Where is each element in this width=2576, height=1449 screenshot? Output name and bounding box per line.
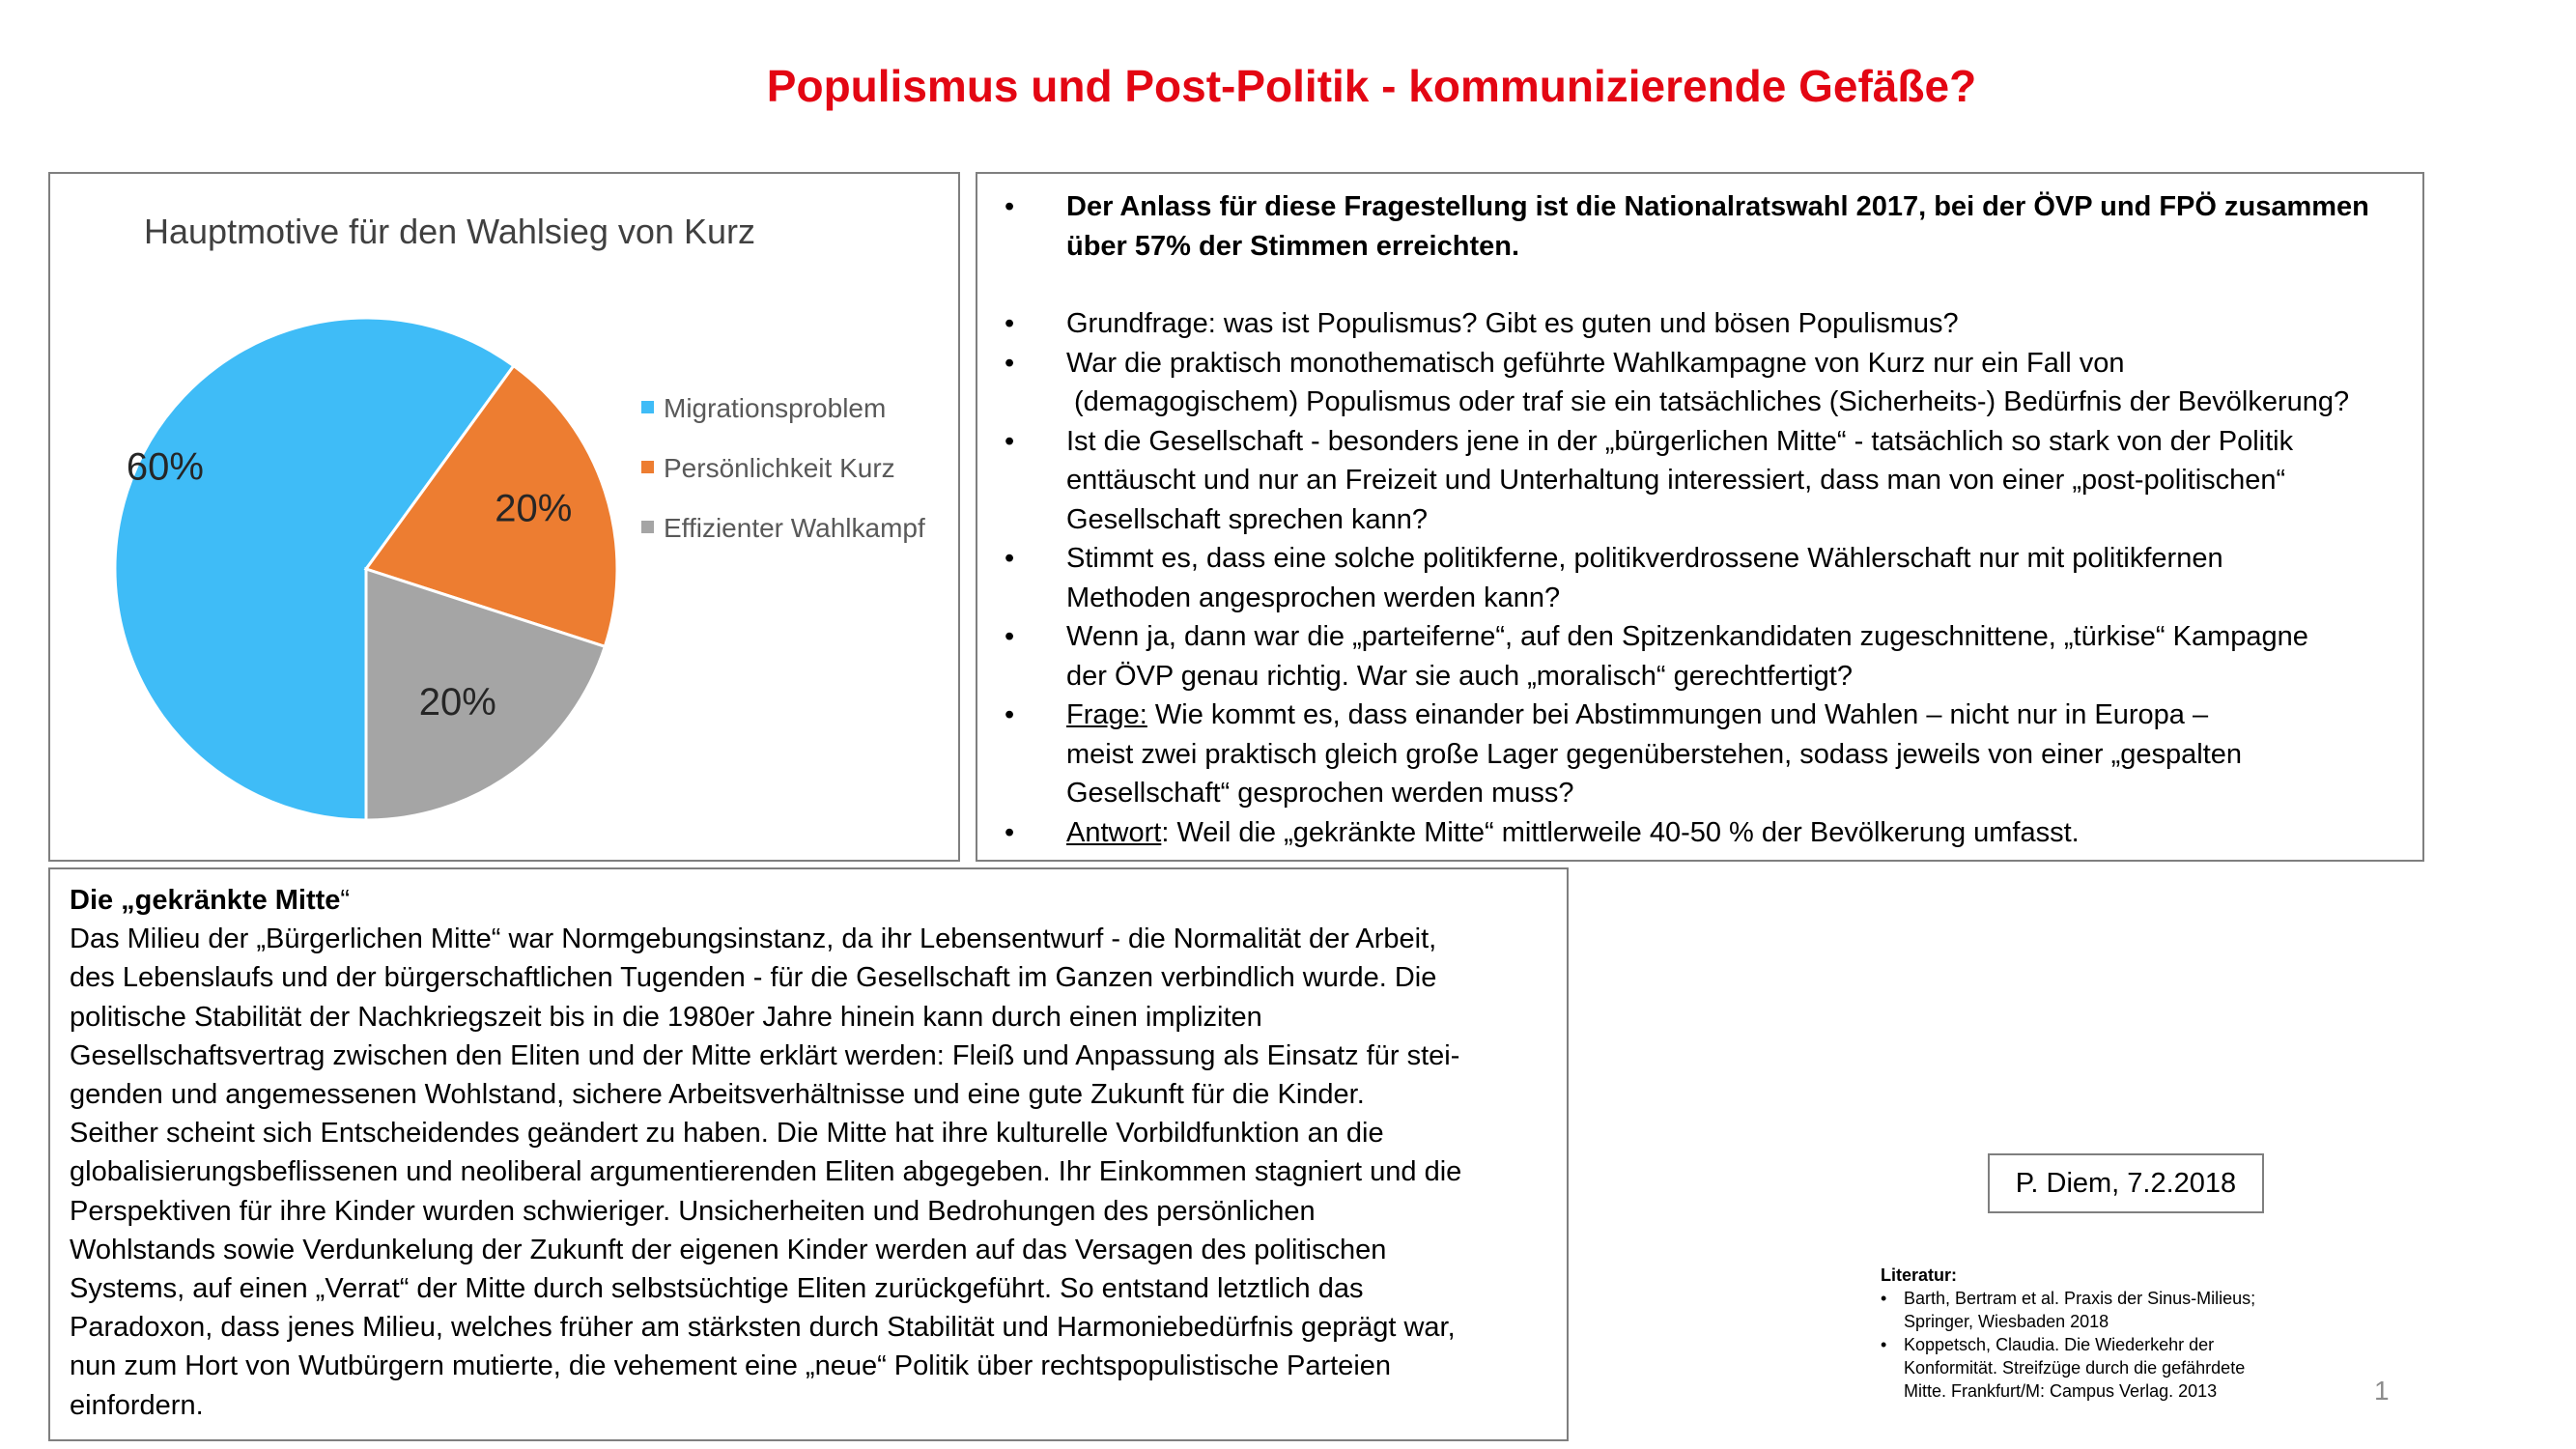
literature-item xyxy=(1881,1287,2335,1333)
legend-label: Migrationsproblem xyxy=(664,393,887,423)
list-item xyxy=(989,187,2403,266)
bullet-mark: • xyxy=(1005,699,1015,730)
question-label: Frage: xyxy=(1066,699,1147,730)
slice-label: 60% xyxy=(126,445,204,489)
bullet-mark: • xyxy=(1005,621,1015,652)
literature-item xyxy=(1881,1333,2335,1403)
literature-line: Koppetsch, Claudia. Die Wiederkehr der xyxy=(1904,1335,2215,1354)
slide-title: Populismus und Post-Politik - kommunizierende Gefäße? xyxy=(766,61,1977,111)
bullet-mark: • xyxy=(1005,191,1015,222)
occasion-text-line2: über 57% der Stimmen erreichten. xyxy=(1066,230,1519,262)
bullet-mark: • xyxy=(1005,543,1015,574)
question-text-line2: meist zwei praktisch gleich große Lager gegenüberstehen, sodass jeweils von einer „gespalten xyxy=(1066,738,2243,770)
panel-heading-quote: “ xyxy=(340,885,351,916)
list-item xyxy=(989,422,2403,540)
list-item xyxy=(989,617,2403,696)
slice-label: 20% xyxy=(418,680,496,724)
bullet-mark: • xyxy=(1005,425,1015,457)
bullet-mark: • xyxy=(1881,1335,1887,1354)
list-item xyxy=(989,813,2403,853)
list-item xyxy=(989,696,2403,813)
panel-body-line: Seither scheint sich Entscheidendes geändert zu haben. Die Mitte hat ihre kulturelle Vorbildfunktion an die xyxy=(70,1118,1384,1150)
author-date-box xyxy=(1988,1153,2264,1213)
question-text-line3: Gesellschaft sprechen kann? xyxy=(1066,503,1428,535)
panel-body-line: Systems, auf einen „Verrat“ der Mitte durch selbstsüchtige Eliten zurückgeführt. So entstand letztlich das xyxy=(70,1273,1364,1305)
question-text-line1: Stimmt es, dass eine solche politikferne, politikverdrossene Wählerschaft nur mit politikfernen xyxy=(1066,543,2223,574)
list-item xyxy=(989,304,2403,344)
bullet-mark: • xyxy=(1005,816,1015,848)
question-text-line1: Wenn ja, dann war die „parteiferne“, auf den Spitzenkandidaten zugeschnittene, „türkise“ Kampagne xyxy=(1066,621,2308,652)
question-text-line2: enttäuscht und nur an Freizeit und Unterhaltung interessiert, dass man von einer „post-politischen“ xyxy=(1066,465,2286,496)
question-text-line2: der ÖVP genau richtig. War sie auch „moralisch“ gerechtfertigt? xyxy=(1066,660,1853,692)
literature-section xyxy=(1881,1264,2335,1403)
gekraenkte-mitte-panel xyxy=(48,867,1569,1441)
panel-body-line: Das Milieu der „Bürgerlichen Mitte“ war Normgebungsinstanz, da ihr Lebensentwurf - die Normalität der Arbeit, xyxy=(70,923,1437,955)
slice-label: 20% xyxy=(495,487,573,530)
legend-swatch xyxy=(641,461,654,473)
bullet-mark: • xyxy=(1881,1289,1887,1308)
panel-body-line: Perspektiven für ihre Kinder wurden schwieriger. Unsicherheiten und Bedrohungen des persönlichen xyxy=(70,1195,1316,1227)
literature-title: Literatur: xyxy=(1881,1265,1958,1285)
question-text-line2: Methoden angesprochen werden kann? xyxy=(1066,582,1561,613)
author-date: P. Diem, 7.2.2018 xyxy=(2015,1167,2237,1199)
legend-label: Persönlichkeit Kurz xyxy=(664,453,895,483)
question-text: Grundfrage: was ist Populismus? Gibt es guten und bösen Populismus? xyxy=(1066,308,1959,339)
panel-body-line: Gesellschaftsvertrag zwischen den Eliten und der Mitte erklärt werden: Fleiß und Anpassung als Einsatz für stei- xyxy=(70,1039,1460,1071)
legend-swatch xyxy=(641,521,654,533)
legend-swatch xyxy=(641,401,654,413)
question-text-line1: War die praktisch monothematisch geführte Wahlkampagne von Kurz nur ein Fall von xyxy=(1066,347,2125,379)
panel-body-line: des Lebenslaufs und der bürgerschaftlichen Tugenden - für die Gesellschaft im Ganzen verbindlich wurde. Die xyxy=(70,962,1437,994)
question-text-line1: Wie kommt es, dass einander bei Abstimmungen und Wahlen – nicht nur in Europa – xyxy=(1146,699,2209,730)
panel-heading-text: Die „gekränkte Mitte xyxy=(70,885,341,916)
literature-line: Mitte. Frankfurt/M: Campus Verlag. 2013 xyxy=(1904,1381,2218,1401)
panel-body-line: einfordern. xyxy=(70,1389,204,1421)
occasion-text-line1: Der Anlass für diese Fragestellung ist die Nationalratswahl 2017, bei der ÖVP und FPÖ zusammen xyxy=(1066,191,2369,222)
list-item xyxy=(989,539,2403,617)
panel-body-line: nun zum Hort von Wutbürgern mutierte, die vehement eine „neue“ Politik über rechtspopulistische Parteien xyxy=(70,1350,1392,1382)
pie-chart xyxy=(50,174,958,860)
question-list xyxy=(989,187,2403,852)
answer-text: : Weil die „gekränkte Mitte“ mittlerweile 40-50 % der Bevölkerung umfasst. xyxy=(1161,816,2080,848)
list-item xyxy=(989,344,2403,422)
panel-body-line: Paradoxon, dass jenes Milieu, welches früher am stärksten durch Stabilität und Harmoniebedürfnis geprägt war, xyxy=(70,1312,1456,1344)
panel-body-line: politische Stabilität der Nachkriegszeit bis in die 1980er Jahre hinein kann durch einen impliziten xyxy=(70,1001,1262,1033)
question-text-line1: Ist die Gesellschaft - besonders jene in der „bürgerlichen Mitte“ - tatsächlich so stark von der Politik xyxy=(1066,425,2294,457)
panel-heading xyxy=(70,881,1549,920)
answer-label: Antwort xyxy=(1066,816,1162,848)
questions-panel xyxy=(976,172,2424,862)
literature-line: Barth, Bertram et al. Praxis der Sinus-Milieus; xyxy=(1904,1289,2256,1308)
chart-title: Hauptmotive für den Wahlsieg von Kurz xyxy=(144,212,755,251)
panel-body-line: Wohlstands sowie Verdunkelung der Zukunft der eigenen Kinder werden auf das Versagen des politischen xyxy=(70,1234,1387,1265)
panel-body-line: globalisierungsbeflissenen und neoliberal argumentierenden Eliten abgegeben. Ihr Einkommen stagniert und die xyxy=(70,1156,1462,1188)
page-number: 1 xyxy=(2374,1376,2390,1406)
question-text-line3: Gesellschaft“ gesprochen werden muss? xyxy=(1066,778,1574,809)
chart-panel xyxy=(48,172,960,862)
bullet-mark: • xyxy=(1005,347,1015,379)
panel-body-line: genden und angemessenen Wohlstand, sichere Arbeitsverhältnisse und eine gute Zukunft für die Kinder. xyxy=(70,1079,1365,1111)
legend-label: Effizienter Wahlkampf xyxy=(664,513,925,543)
question-text-line2: (demagogischem) Populismus oder traf sie ein tatsächliches (Sicherheits-) Bedürfnis der Bevölkerung? xyxy=(1074,386,2350,417)
literature-list xyxy=(1881,1287,2335,1403)
literature-line: Springer, Wiesbaden 2018 xyxy=(1904,1312,2109,1331)
literature-line: Konformität. Streifzüge durch die gefährdete xyxy=(1904,1358,2246,1378)
bullet-mark: • xyxy=(1005,308,1015,339)
panel-body xyxy=(70,920,1549,1425)
